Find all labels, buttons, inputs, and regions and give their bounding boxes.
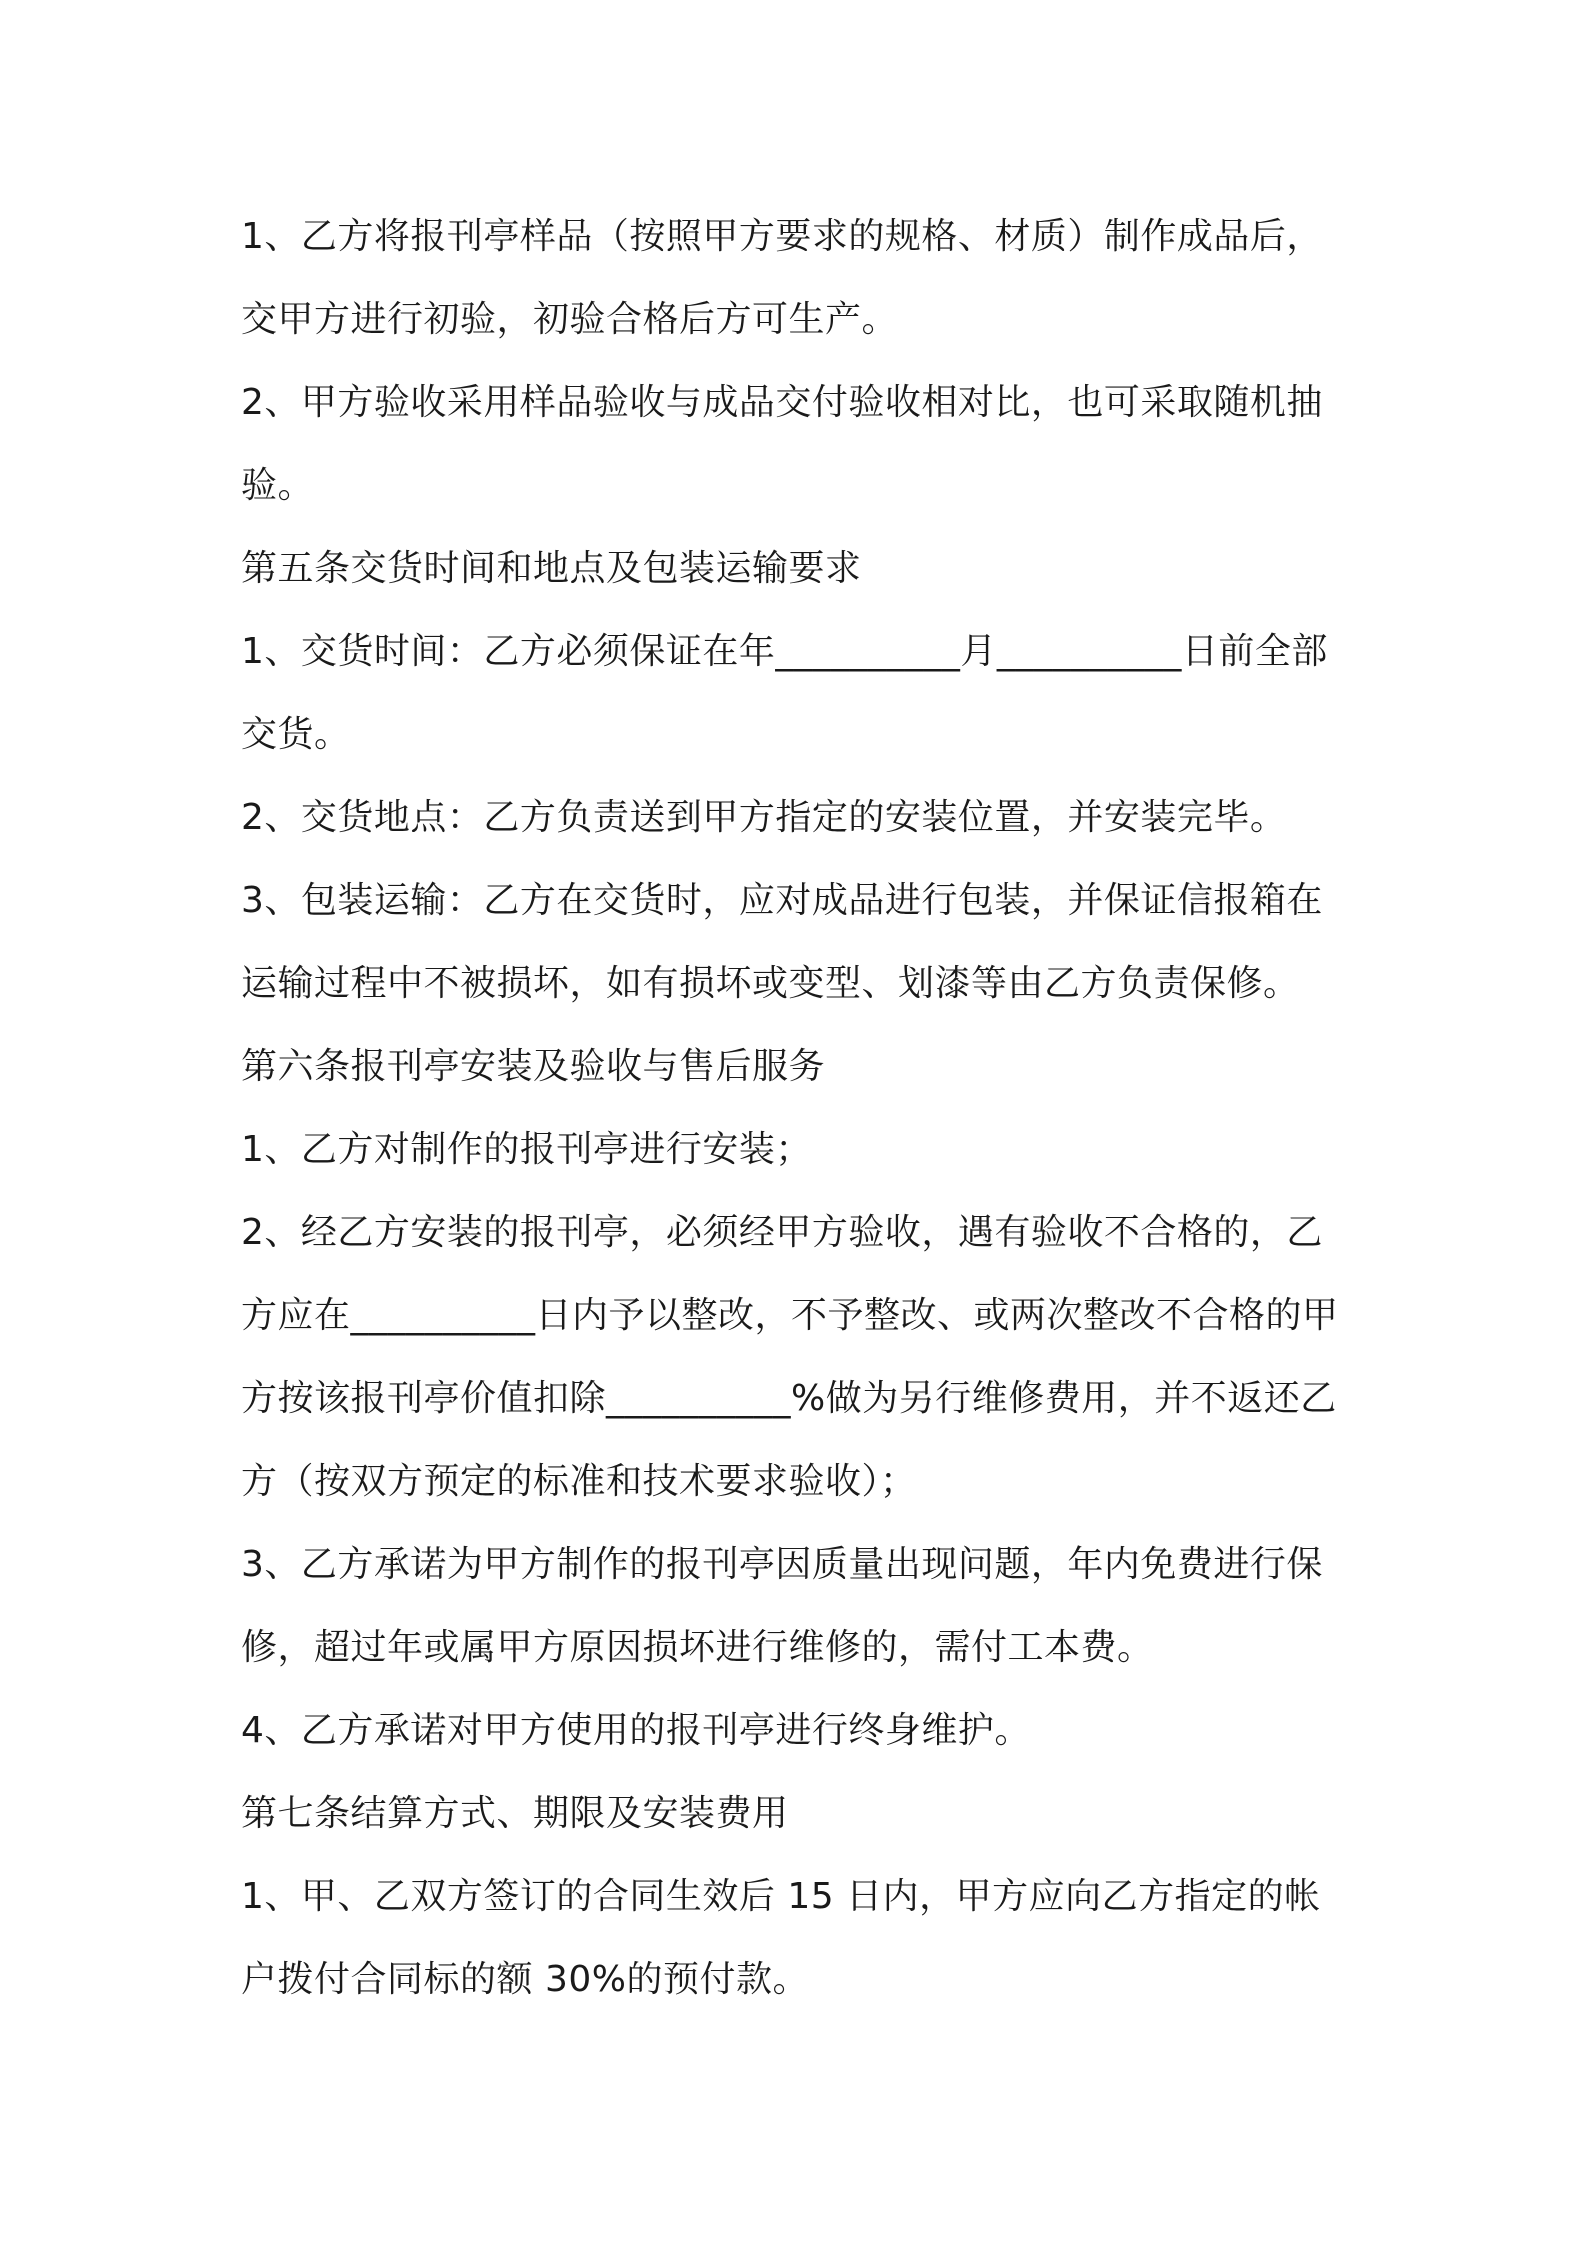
text-line: 交货。 [241,714,351,755]
text-line: 验。 [241,465,315,506]
text-line: 4、乙方承诺对甲方使用的报刊亭进行终身维护。 [241,1710,1031,1751]
text-line: 2、交货地点：乙方负责送到甲方指定的安装位置，并安装完毕。 [241,797,1287,838]
text-line: 修，超过年或属甲方原因损坏进行维修的，需付工本费。 [241,1627,1154,1668]
text-line: 方应在__________日内予以整改，不予整改、或两次整改不合格的甲 [241,1295,1339,1336]
text-line: 交甲方进行初验，初验合格后方可生产。 [241,299,899,340]
text-line: 3、乙方承诺为甲方制作的报刊亭因质量出现问题，年内免费进行保 [241,1544,1323,1585]
text-line: 3、包装运输：乙方在交货时，应对成品进行包装，并保证信报箱在 [241,880,1323,921]
text-line: 1、乙方对制作的报刊亭进行安装； [241,1129,812,1170]
section-heading: 第六条报刊亭安装及验收与售后服务 [241,1046,826,1087]
text-line: 1、乙方将报刊亭样品（按照甲方要求的规格、材质）制作成品后， [241,216,1323,257]
text-line: 2、经乙方安装的报刊亭，必须经甲方验收，遇有验收不合格的，乙 [241,1212,1323,1253]
text-line: 2、甲方验收采用样品验收与成品交付验收相对比，也可采取随机抽 [241,382,1323,423]
section-heading: 第五条交货时间和地点及包装运输要求 [241,548,862,589]
text-line: 1、交货时间：乙方必须保证在年__________月__________日前全部 [241,631,1328,672]
text-line: 1、甲、乙双方签订的合同生效后 15 日内，甲方应向乙方指定的帐 [241,1876,1321,1917]
document-page [241,195,1361,2021]
text-line: 户拨付合同标的额 30%的预付款。 [241,1959,809,2000]
section-heading: 第七条结算方式、期限及安装费用 [241,1793,789,1834]
text-line: 方按该报刊亭价值扣除__________%做为另行维修费用，并不返还乙 [241,1378,1337,1419]
text-line: 方（按双方预定的标准和技术要求验收）； [241,1461,917,1502]
text-line: 运输过程中不被损坏，如有损坏或变型、划漆等由乙方负责保修。 [241,963,1300,1004]
